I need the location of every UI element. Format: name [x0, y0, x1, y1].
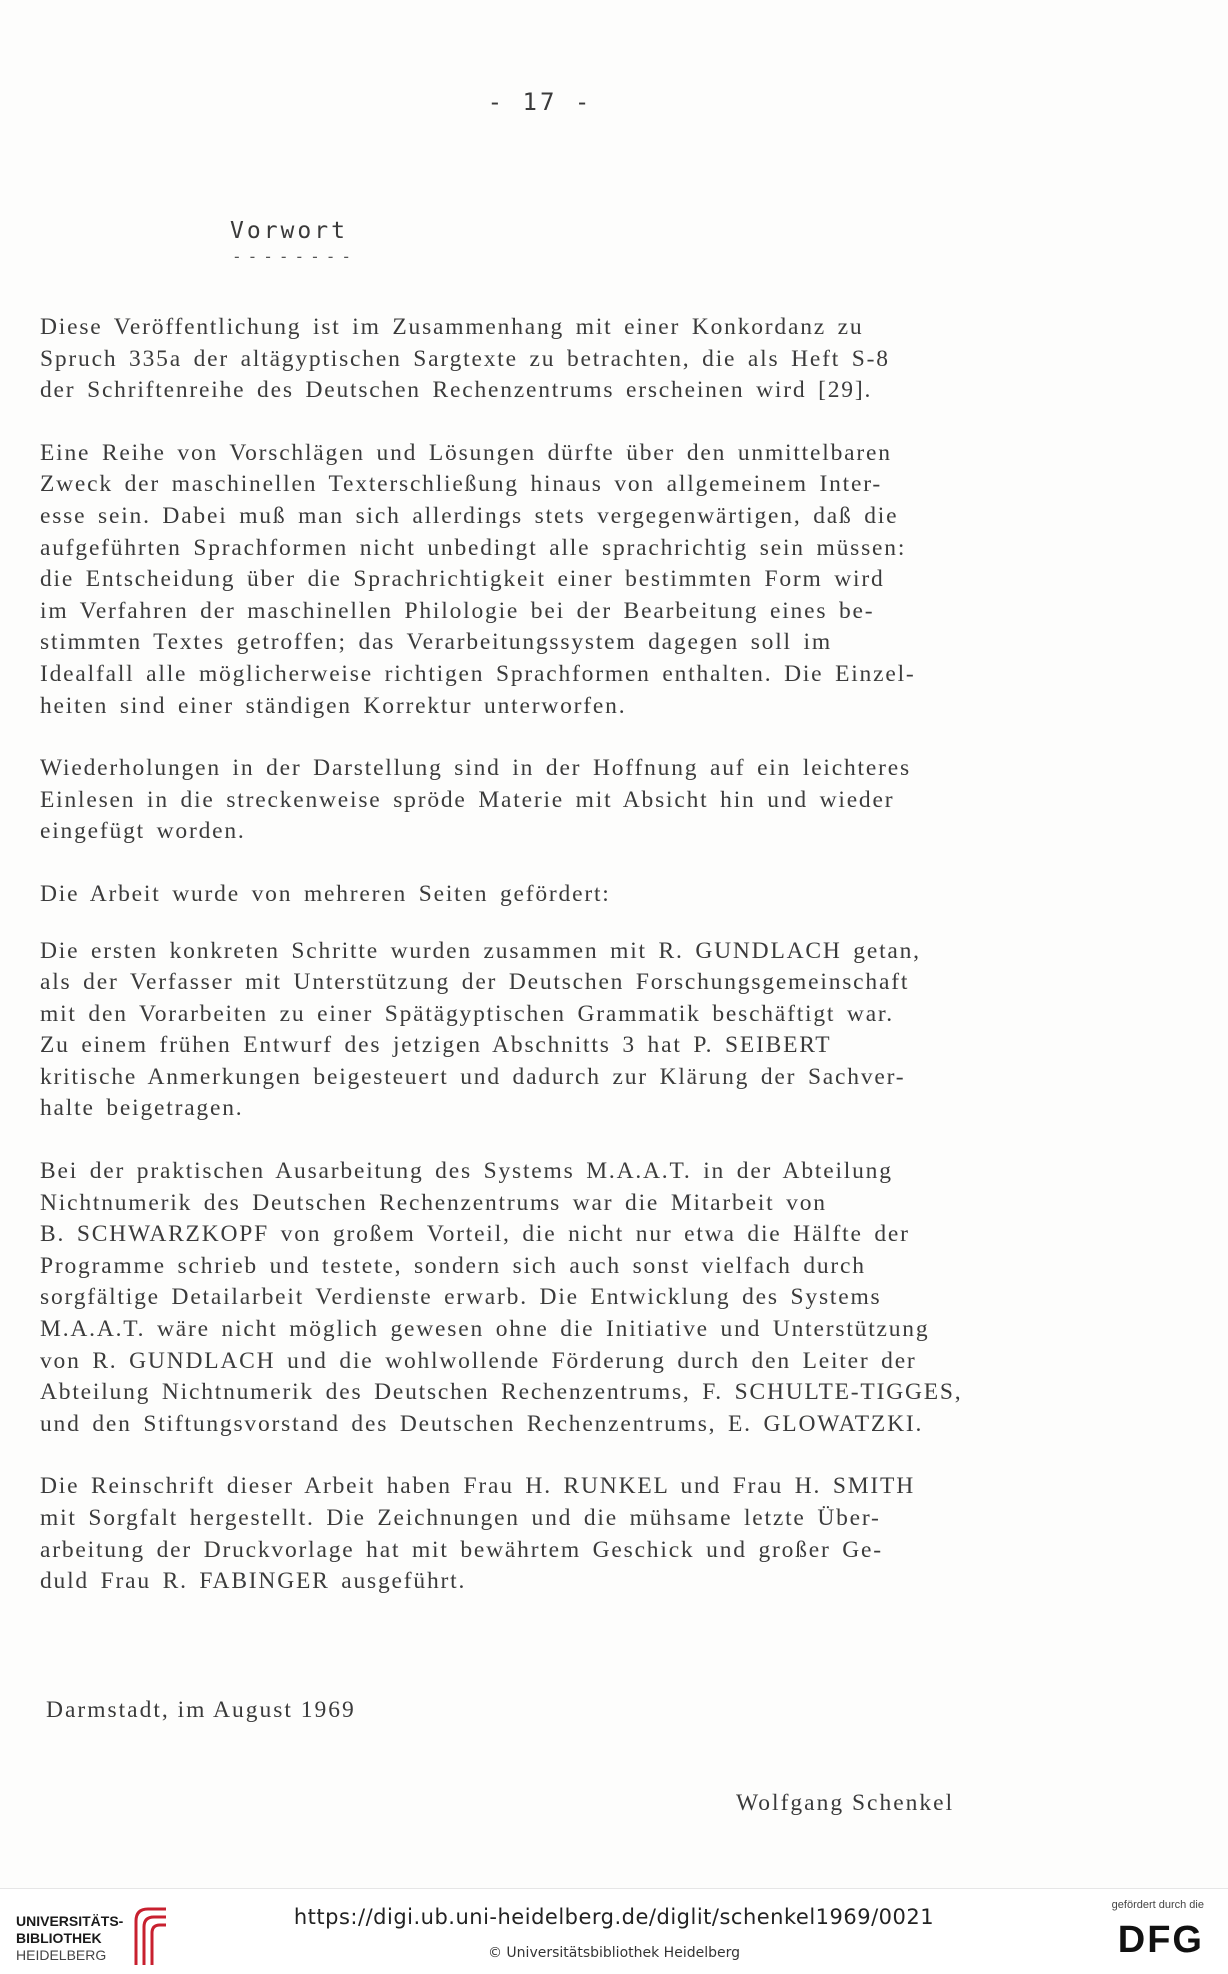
paragraph-system: Bei der praktischen Ausarbeitung des Systems M.A.A.T. in der Abteilung Nichtnumerik des Deutschen Rechenzentrums war die Mitarbeit von B. SCHWARZKOPF von großem Vorteil, die nicht nur etwa die Hälfte der Programme schrieb und testete, sondern sich auch sonst vielfach durch sorgfältige Detailarbeit Verdienste erwarb. Die Entwicklung des Systems M.A.A.T. wäre nicht möglich gewesen ohne die Initiative und Unterstützung von R. GUNDLACH und die wohlwollende Förderung durch den Leiter der Abteilung Nichtnumerik des Deutschen Rechenzentrums, F. SCHULTE-TIGGES, und den Stiftungsvorstand des Deutschen Rechenzentrums, E. GLOWATZKI. [40, 1158, 963, 1437]
body-text [40, 312, 1190, 1629]
heading-underline: -------- [232, 247, 358, 266]
library-name-line3: HEIDELBERG [16, 1947, 107, 1963]
library-name-line2: BIBLIOTHEK [16, 1930, 102, 1946]
page-number: - 17 - [487, 88, 593, 116]
paragraph-intro: Diese Veröffentlichung ist im Zusammenhang mit einer Konkordanz zu Spruch 335a der altägyptischen Sargtexte zu betrachten, die als Heft S-8 der Schriftenreihe des Deutschen Rechenzentrums erscheinen wird [29]. [40, 314, 890, 404]
paragraph-support-intro: Die Arbeit wurde von mehreren Seiten gefördert: [40, 880, 611, 907]
paragraph-fair-copy: Die Reinschrift dieser Arbeit haben Frau H. RUNKEL und Frau H. SMITH mit Sorgfalt hergestellt. Die Zeichnungen und die mühsame letzte Über- arbeitung der Druckvorlage hat mit bewährtem Geschick und großer Ge- duld Frau R. FABINGER ausgeführt. [40, 1473, 915, 1595]
footer-bar [0, 1888, 1228, 1974]
place-date: Darmstadt, im August 1969 [46, 1697, 356, 1723]
paragraph-proposals: Eine Reihe von Vorschlägen und Lösungen dürfte über den unmittelbaren Zweck der maschinellen Texterschließung hinaus von allgemeinem Inter- esse sein. Dabei muß man sich allerdings stets vergegenwärtigen, daß die aufgeführten Sprachformen nicht unbedingt alle sprachrichtig sein müssen: die Entscheidung über die Sprachrichtigkeit einer bestimmten Form wird im Verfahren der maschinellen Philologie bei der Bearbeitung eines be- stimmten Textes getroffen; das Verarbeitungssystem dagegen soll im Idealfall alle möglicherweise richtigen Sprachformen enthalten. Die Einzel- heiten sind einer ständigen Korrektur unterworfen. [40, 439, 916, 719]
heading: Vorwort [230, 218, 348, 244]
library-name-line1: UNIVERSITÄTS- [16, 1913, 124, 1929]
paragraph-repetitions: Wiederholungen in der Darstellung sind in der Hoffnung auf ein leichteres Einlesen in die streckenweise spröde Materie mit Absicht hin und wieder eingefügt worden. [40, 755, 911, 845]
paragraph-first-steps: Die ersten konkreten Schritte wurden zusammen mit R. GUNDLACH getan, als der Verfasser mit Unterstützung der Deutschen Forschungsgemeinschaft mit den Vorarbeiten zu einer Spätägyptischen Grammatik beschäftigt war. Zu einem frühen Entwurf des jetzigen Abschnitts 3 hat P. SEIBERT kritische Anmerkungen beigesteuert und dadurch zur Klärung der Sachver- halte beigetragen. [40, 937, 921, 1122]
dfg-caption: gefördert durch die [1111, 1899, 1204, 1911]
signature: Wolfgang Schenkel [736, 1790, 955, 1816]
citation-url-link[interactable]: https://digi.ub.uni-heidelberg.de/diglit/schenkel1969/0021 [293, 1905, 935, 1929]
dfg-logo[interactable]: DFG [1117, 1919, 1204, 1961]
copyright-notice: © Universitätsbibliothek Heidelberg [487, 1945, 740, 1961]
